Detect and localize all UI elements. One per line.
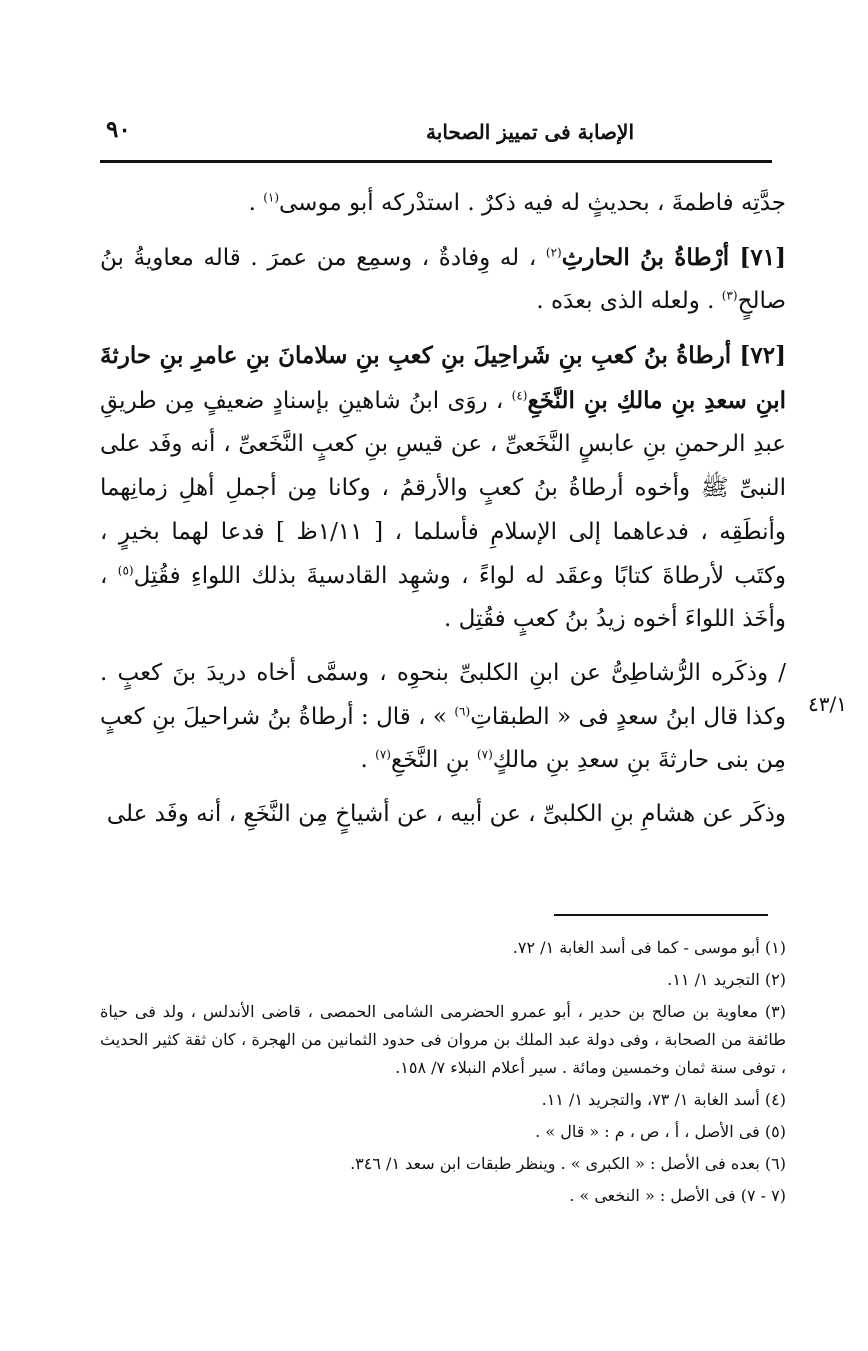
entry-72-heading: [٧٢] أرطاةُ بنُ كعبِ بنِ شَراحِيلَ بنِ كعبِ بنِ سلامانَ بنِ عامرِ بنِ حارثةَ ابنِ سعدِ بنِ مالكِ بنِ النَّخَعِ — [100, 342, 786, 414]
footnote: (١) أبو موسى - كما فى أسد الغابة ١/ ٧٢. — [512, 938, 786, 957]
footnote: (٦) بعده فى الأصل : « الكبرى » . وينظر طبقات ابن سعد ١/ ٣٤٦. — [350, 1154, 786, 1173]
paragraph-5-text: وذكَر عن هشامِ بنِ الكلبىِّ ، عن أبيه ، عن أشياخٍ مِن النَّخَعِ ، أنه وفَد على — [106, 800, 786, 827]
footnote-marker-5: (٥) — [117, 562, 134, 577]
paragraph-1-text: جدَّتِه فاطمةَ ، بحديثٍ له فيه ذكرٌ . استدْركه أبو موسى — [279, 190, 786, 216]
paragraph-4-tail: . — [360, 747, 376, 774]
footnote: (٤) أسد الغابة ١/ ٧٣، والتجريد ١/ ١١. — [541, 1090, 786, 1109]
entry-71-text: ، له وِفادةٌ ، وسمِع من عمرَ . قاله معاويةُ بنُ صالحٍ — [100, 244, 786, 315]
footnote-marker-3: (٣) — [721, 288, 738, 303]
footnote: (٣) معاوية بن صالح بن حدير ، أبو عمرو الحضرمى الشامى الحمصى ، قاضى الأندلس ، ولد فى حياة طائفة من الصحابة ، وفى دولة عبد الملك بن مروان فى حدود الثمانين من الهجرة ، كان ثقة كثير الحديث ، توفى سنة ثمان وخمسين ومائة . سير أعلام النبلاء ٧/ ١٥٨. — [100, 1002, 786, 1077]
paragraph-1 — [100, 182, 786, 226]
footnote-marker-1: (١) — [263, 190, 280, 205]
entry-72-text: ، روَى ابنُ شاهينِ بإسنادٍ ضعيفٍ مِن طريقِ عبدِ الرحمنِ بنِ عابسٍ النَّخَعىِّ ، عن قيسِ بنِ كعبٍ النَّخَعىِّ ، أنه وفَد على النبىِّ ﷺ وأخوه أرطاةُ بنُ كعبٍ والأرقمُ ، وكانا مِن أجملِ أهلِ زمانِهما وأنطَقِه ، فدعاهما إلى الإسلامِ فأسلما ، [ ١/١١ظ ] فدعا لهما بخيرٍ ، وكتَب لأرطاةَ كتابًا وعقَد له لواءً ، وشهِد القادسيةَ بذلك اللواءِ فقُتِل — [100, 387, 787, 589]
paragraph-5 — [100, 793, 786, 837]
entry-71-heading: [٧١] أرْطاةُ بنُ الحارثِ — [561, 243, 786, 271]
paragraph-4 — [100, 652, 786, 783]
footnote: (٥) فى الأصل ، أ ، ص ، م : « قال » . — [535, 1122, 786, 1141]
footnote-marker-2: (٢) — [545, 245, 562, 260]
paragraph-4-mid: » ، قال : أرطاةُ بنُ شراحيلَ بنِ كعبٍ مِن بنى حارثةَ بنِ سعدِ بنِ مالكٍ — [100, 703, 786, 774]
footnote-marker-4: (٤) — [511, 388, 528, 403]
page-header — [104, 116, 784, 148]
entry-72-tail: ، وأخَذ اللواءَ أخوه زيدُ بنُ كعبٍ فقُتِل . — [100, 562, 786, 633]
main-text — [100, 182, 786, 837]
entry-72 — [100, 334, 786, 642]
paragraph-gap — [100, 783, 786, 793]
page-number: ٩٠ — [106, 116, 131, 143]
footnote-rule — [554, 914, 768, 916]
paragraph-gap — [100, 642, 786, 652]
paragraph-4-text: / وذكَره الرُّشاطِىُّ عن ابنِ الكلبىِّ بنحوِه ، وسمَّى أخاه دريدَ بنَ كعبٍ . وكذا قال ابنُ سعدٍ فى « الطبقاتِ — [100, 659, 787, 730]
entry-71-tail: . ولعله الذى بعدَه . — [536, 288, 722, 315]
paragraph-gap — [100, 324, 786, 334]
paragraph-1-tail: . — [248, 190, 264, 216]
footnote-marker-7b: (٧) — [375, 747, 391, 762]
footnotes — [100, 934, 786, 1214]
footnote-marker-6: (٦) — [454, 703, 471, 718]
footnote-marker-7a: (٧) — [476, 747, 493, 762]
header-rule — [100, 160, 772, 163]
running-title: الإصابة فى تمييز الصحابة — [426, 120, 634, 144]
footnote: (٢) التجريد ١/ ١١. — [667, 970, 786, 989]
entry-71 — [100, 236, 786, 324]
paragraph-4-mid2: بنِ النَّخَعِ — [390, 747, 477, 774]
footnote: (٧ - ٧) فى الأصل : « النخعى » . — [569, 1186, 786, 1205]
margin-page-reference: ٤٣/١ — [808, 692, 847, 716]
paragraph-gap — [100, 226, 786, 236]
